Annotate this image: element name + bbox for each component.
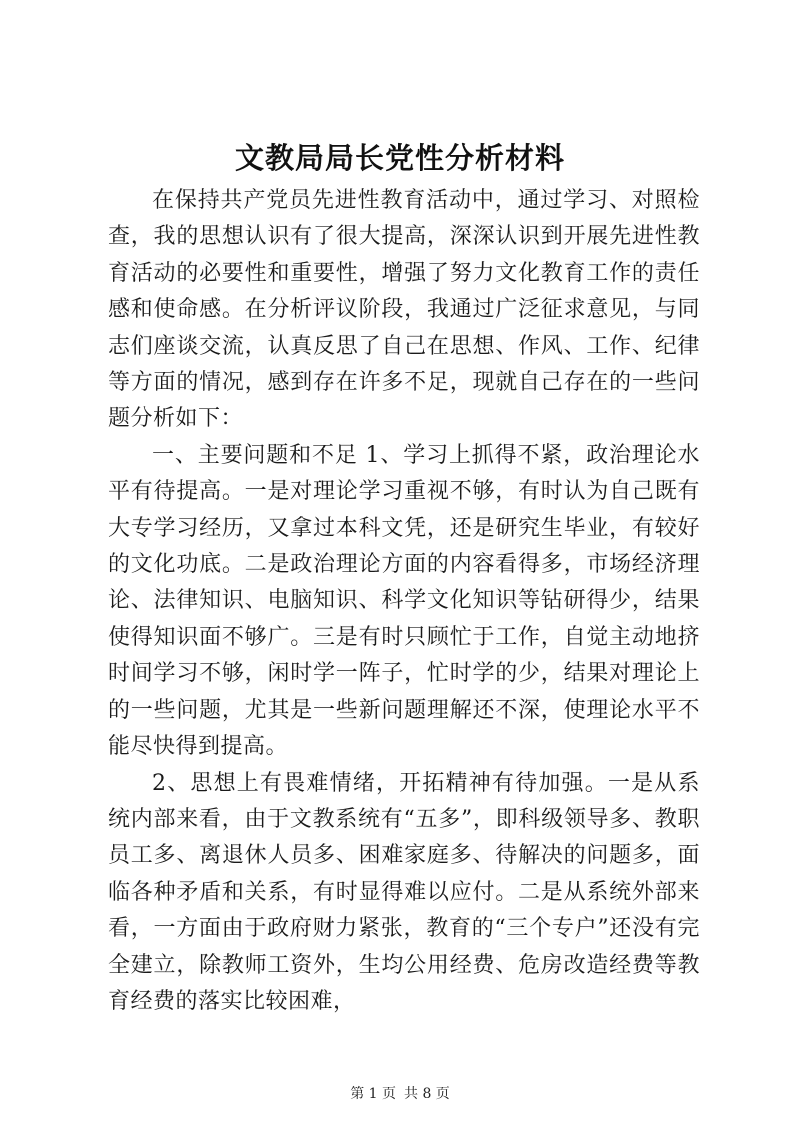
page-title: 文教局局长党性分析材料 [234, 141, 565, 175]
paragraph-problems-2: 2、思想上有畏难情绪，开拓精神有待加强。一是从系统内部来看，由于文教系统有“五多”，即科级领导多、教职员工多、离退休人员多、困难家庭多、待解决的问题多，面临各种矛盾和关系，有时显得难以应付。二是从系统外部来看，一方面由于政府财力紧张，教育的“三个专户”还没有完全建立，除教师工资外，生均公用经费、危房改造经费等教育经费的落实比较困难， [108, 770, 700, 1014]
paragraph-intro: 在保持共产党员先进性教育活动中，通过学习、对照检查，我的思想认识有了很大提高，深深认识到开展先进性教育活动的必要性和重要性，增强了努力文化教育工作的责任感和使命感。在分析评议阶段，我通过广泛征求意见，与同志们座谈交流，认真反思了自己在思想、作风、工作、纪律等方面的情况，感到存在许多不足，现就自己存在的一些问题分析如下： [108, 188, 700, 432]
page-footer [0, 1084, 800, 1104]
page-total: 共 8 页 [404, 1086, 450, 1102]
paragraph-problems-1: 一、主要问题和不足 1、学习上抓得不紧，政治理论水平有待提高。一是对理论学习重视不够，有时认为自己既有大专学习经历，又拿过本科文凭，还是研究生毕业，有较好的文化功底。二是政治理论方面的内容看得多，市场经济理论、法律知识、电脑知识、科学文化知识等钻研得少，结果使得知识面不够广。三是有时只顾忙于工作，自觉主动地挤时间学习不够，闲时学一阵子，忙时学的少，结果对理论上的一些问题，尤其是一些新问题理解还不深，使理论水平不能尽快得到提高。 [108, 442, 700, 760]
page-number: 第 1 页 [350, 1086, 396, 1102]
document-body [108, 183, 700, 1020]
